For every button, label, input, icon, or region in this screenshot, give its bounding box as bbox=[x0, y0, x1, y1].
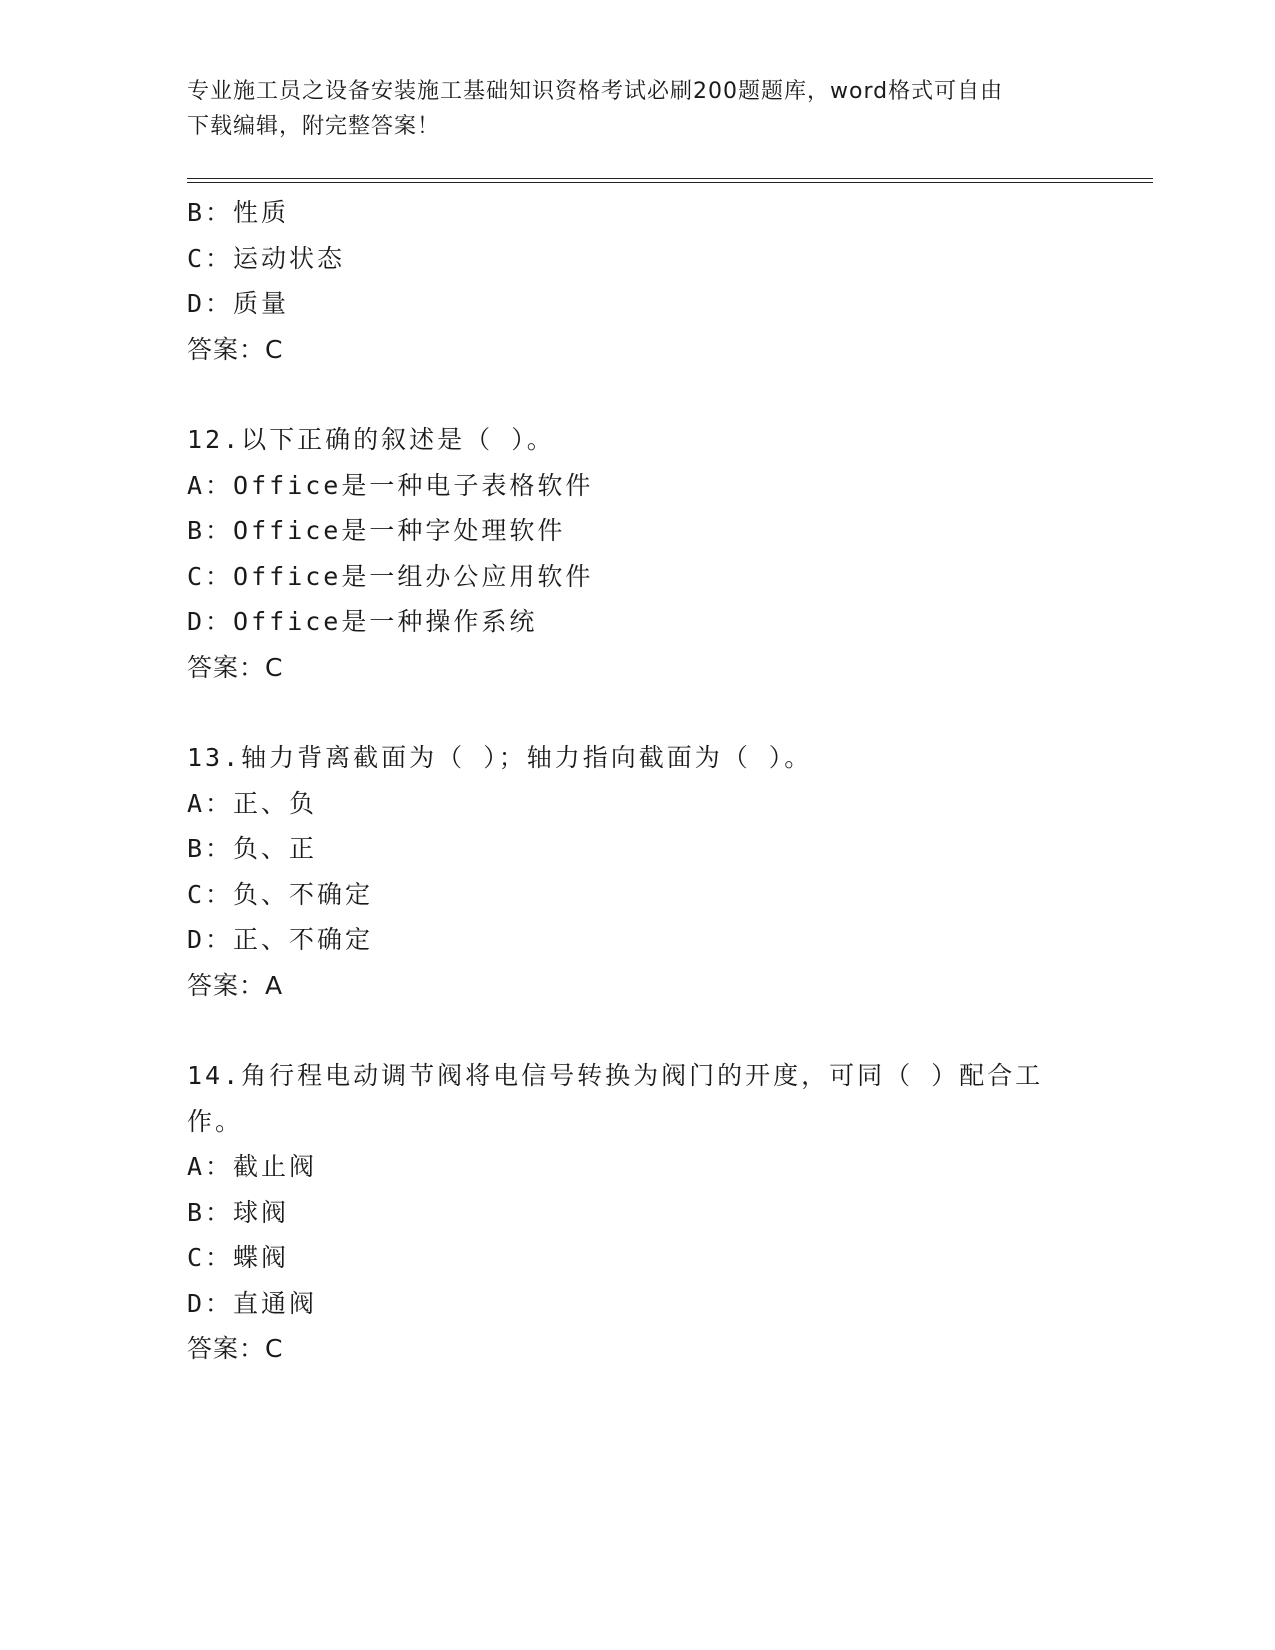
option-c: C：蝶阀 bbox=[187, 1243, 290, 1272]
option-d: D：正、不确定 bbox=[187, 925, 374, 954]
document-header bbox=[187, 74, 1067, 144]
option-c: C：运动状态 bbox=[187, 243, 346, 273]
answer-line: 答案：C bbox=[187, 652, 284, 682]
question-stem: 13.轴力背离截面为（ ）；轴力指向截面为（ ）。 bbox=[187, 743, 813, 772]
question-stem: 14.角行程电动调节阀将电信号转换为阀门的开度，可同（ ）配合工作。 bbox=[187, 1061, 1044, 1136]
option-b: B：球阀 bbox=[187, 1197, 290, 1227]
option-c: C：负、不确定 bbox=[187, 879, 374, 909]
header-rule-top bbox=[187, 178, 1153, 179]
question-14 bbox=[187, 1053, 1087, 1372]
question-continuation bbox=[187, 190, 1087, 372]
header-title-line1: 专业施工员之设备安装施工基础知识资格考试必刷200题题库，word格式可自由 bbox=[187, 79, 1004, 104]
question-12 bbox=[187, 417, 1087, 690]
option-a: A：正、负 bbox=[187, 788, 318, 818]
option-a: A：截止阀 bbox=[187, 1152, 318, 1181]
question-stem: 12.以下正确的叙述是（ ）。 bbox=[187, 425, 555, 454]
option-c: C：Office是一组办公应用软件 bbox=[187, 561, 594, 591]
header-rule-bottom bbox=[187, 182, 1153, 183]
option-b: B：性质 bbox=[187, 198, 290, 227]
option-b: B：负、正 bbox=[187, 834, 318, 863]
option-b: B：Office是一种字处理软件 bbox=[187, 516, 566, 545]
option-d: D：Office是一种操作系统 bbox=[187, 607, 538, 636]
answer-line: 答案：C bbox=[187, 334, 284, 364]
answer-line: 答案：C bbox=[187, 1334, 284, 1363]
question-13 bbox=[187, 735, 1087, 1008]
option-a: A：Office是一种电子表格软件 bbox=[187, 470, 594, 500]
answer-line: 答案：A bbox=[187, 970, 284, 1000]
option-d: D：直通阀 bbox=[187, 1288, 318, 1318]
header-title-line2: 下载编辑，附完整答案！ bbox=[187, 114, 441, 139]
option-d: D：质量 bbox=[187, 289, 290, 318]
question-content bbox=[187, 190, 1087, 1372]
